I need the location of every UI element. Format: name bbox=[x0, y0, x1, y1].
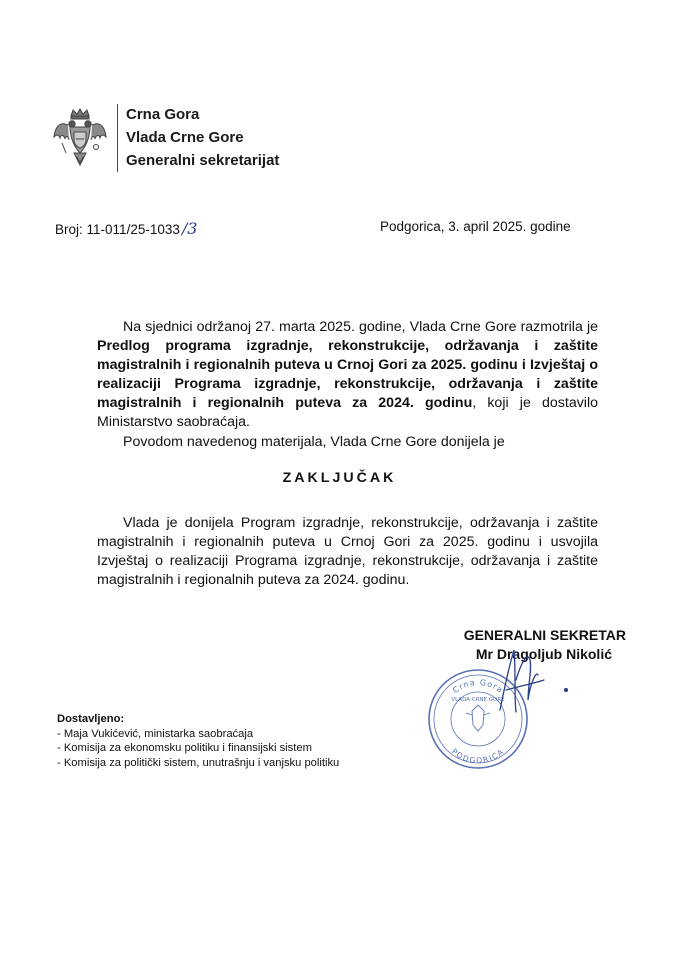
distribution-list bbox=[57, 712, 339, 770]
stamp-text-bottom: PODGORICA bbox=[449, 746, 507, 766]
reference-value: 11-011/25-1033 bbox=[86, 222, 180, 237]
signatory-title: GENERALNI SEKRETAR bbox=[463, 627, 626, 643]
header-country: Crna Gora bbox=[126, 106, 200, 123]
header-government: Vlada Crne Gore bbox=[126, 129, 244, 146]
reference-label: Broj: bbox=[55, 222, 83, 237]
svg-text:PODGORICA bbox=[450, 747, 506, 765]
paragraph-conclusion: Vlada je donijela Program izgradnje, rekonstrukcije, održavanja i zaštite magistralnih i regionalnih puteva u Crnoj Gori za 2025. godinu i usvojila Izvještaj o realizaciji Programa izgradnje, rekonstrukcije, održavanja i zaštite magistralnih i regionalnih puteva za 2024. godinu. bbox=[97, 515, 598, 588]
paragraph-session-outro: , koji je dostavilo Ministarstvo saobraćaja. bbox=[97, 395, 598, 430]
handwritten-signature bbox=[470, 640, 580, 720]
conclusion-title: ZAKLJUČAK bbox=[282, 470, 397, 486]
distribution-item: - Komisija za politički sistem, unutrašnju i vanjsku politiku bbox=[57, 756, 340, 769]
distribution-label: Dostavljeno: bbox=[57, 713, 125, 725]
coat-of-arms-icon bbox=[52, 107, 108, 169]
paragraph-session-subject: Predlog programa izgradnje, rekonstrukcije, održavanja i zaštite magistralnih i regionalnih puteva u Crnoj Gori za 2025. godinu i Izvještaj o realizaciji Programa izgradnje, rekonstrukcije, održavanja i zaštite magistralnih i regionalnih puteva za 2024. godinu bbox=[97, 338, 598, 411]
reference-handwritten-suffix: /3 bbox=[181, 219, 198, 238]
distribution-item: - Maja Vukićević, ministarka saobraćaja bbox=[57, 727, 254, 740]
paragraph-decision-intro: Povodom navedenog materijala, Vlada Crne Gore donijela je bbox=[123, 434, 505, 450]
header-divider bbox=[117, 104, 118, 172]
stamp-text-top: Crna Gora bbox=[451, 677, 505, 696]
reference-number bbox=[55, 219, 197, 238]
document-date: Podgorica, 3. april 2025. godine bbox=[380, 219, 571, 234]
stamp-text-mid: VLADA CRNE GORE bbox=[451, 697, 505, 703]
header-secretariat: Generalni sekretarijat bbox=[126, 152, 280, 169]
paragraph-session bbox=[97, 318, 598, 432]
paragraph-session-intro: Na sjednici održanoj 27. marta 2025. godine, Vlada Crne Gore razmotrila je bbox=[123, 319, 598, 335]
distribution-item: - Komisija za ekonomsku politiku i finansijski sistem bbox=[57, 742, 312, 754]
signatory-name: Mr Dragoljub Nikolić bbox=[475, 646, 612, 662]
